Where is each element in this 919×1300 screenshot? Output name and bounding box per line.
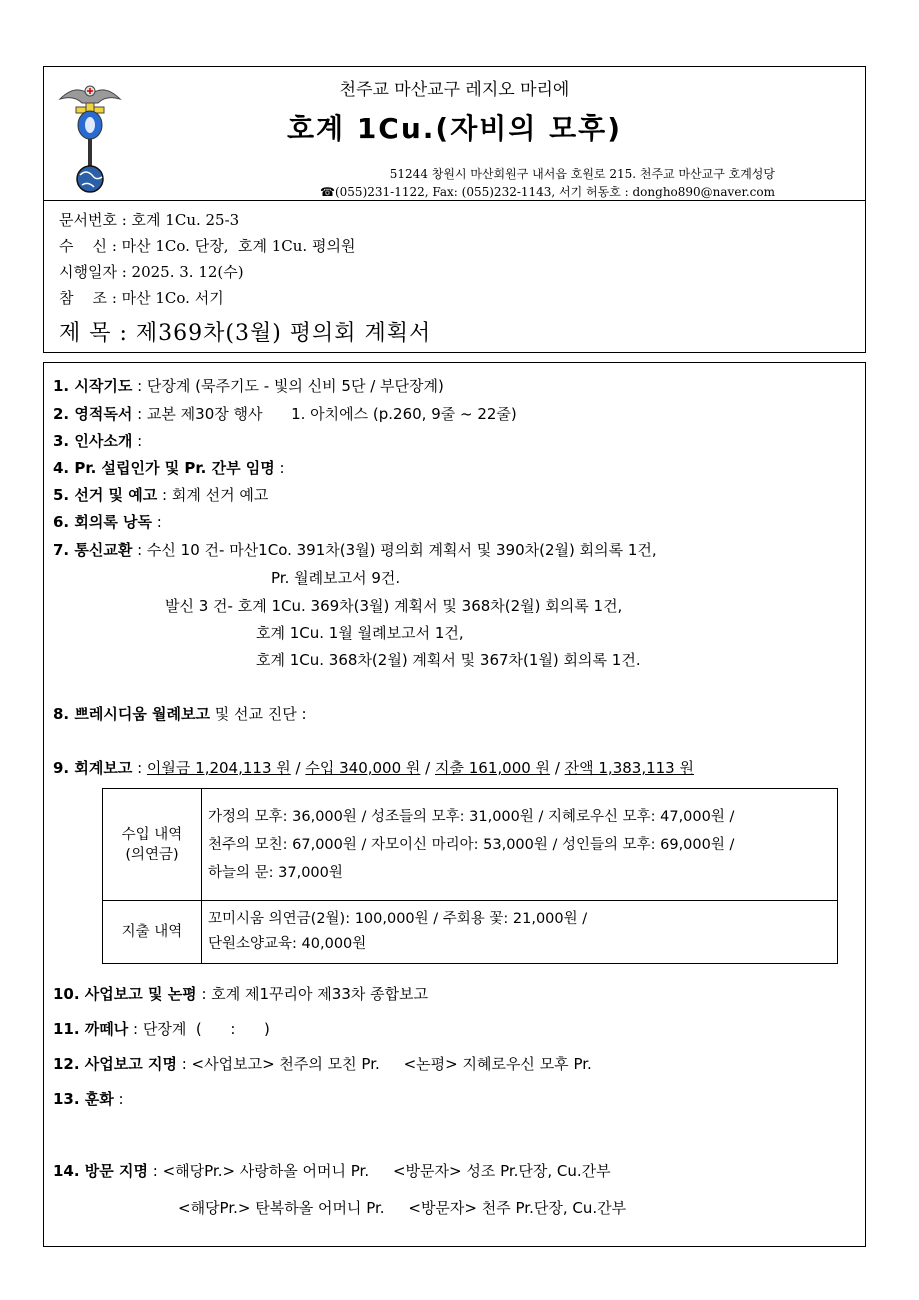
agenda-item-4: 4. Pr. 설립인가 및 Pr. 간부 임명 :: [53, 459, 285, 477]
agenda-item-7-line3: 발신 3 건- 호계 1Cu. 369차(3월) 계획서 및 368차(2월) 회의록 1건,: [165, 597, 623, 615]
subject: 제 목 : 제369차(3월) 평의회 계획서: [59, 321, 432, 346]
income-row: [103, 789, 838, 901]
page-title: 호계 1Cu.(자비의 모후): [286, 112, 623, 145]
expense-label: 지출 내역: [103, 901, 202, 964]
expense-amount: 지출 161,000 원: [435, 759, 551, 777]
carryover-amount: 이월금 1,204,113 원: [146, 759, 291, 777]
agenda-item-9: 9. 회계보고 : 이월금 1,204,113 원 / 수입 340,000 원 / 지출 161,000 원 / 잔액 1,383,113 원: [53, 759, 694, 777]
agenda-item-11: 11. 까떼나 : 단장계 ( : ): [53, 1020, 270, 1038]
agenda-item-10: 10. 사업보고 및 논평 : 호계 제1꾸리아 제33차 종합보고: [53, 985, 429, 1003]
agenda-item-5: 5. 선거 및 예고 : 회계 선거 예고: [53, 486, 269, 504]
expense-row: [103, 901, 838, 964]
income-label: 수입 내역 (의연금): [103, 789, 202, 901]
doc-number: 문서번호 : 호계 1Cu. 25-3: [59, 211, 240, 229]
organization-name: 천주교 마산교구 레지오 마리에: [339, 80, 570, 100]
balance-amount: 잔액 1,383,113 원: [564, 759, 694, 777]
agenda-item-7-line5: 호계 1Cu. 368차(2월) 계획서 및 367차(1월) 회의록 1건.: [256, 651, 641, 669]
agenda-item-1: 1. 시작기도 : 단장계 (묵주기도 - 빛의 신비 5단 / 부단장계): [53, 377, 444, 395]
agenda-item-6: 6. 회의록 낭독 :: [53, 513, 162, 531]
income-amount: 수입 340,000 원: [305, 759, 421, 777]
agenda-item-14: 14. 방문 지명 : <해당Pr.> 사랑하올 어머니 Pr. <방문자> 성조 Pr.단장, Cu.간부: [53, 1162, 611, 1180]
income-details: 가정의 모후: 36,000원 / 성조들의 모후: 31,000원 / 지혜로우신 모후: 47,000원 / 천주의 모친: 67,000원 / 자모이신 마리아: 53,000원 / 성인들의 모후: 69,000원 / 하늘의 문: 37,000원: [202, 789, 838, 901]
agenda-item-7-line4: 호계 1Cu. 1월 월례보고서 1건,: [256, 624, 464, 642]
letterhead: [43, 66, 866, 201]
agenda-item-7: 7. 통신교환 : 수신 10 건- 마산1Co. 391차(3월) 평의회 계획서 및 390차(2월) 회의록 1건,: [53, 541, 657, 559]
expense-details: 꼬미시움 의연금(2월): 100,000원 / 주회용 꽃: 21,000원 / 단원소양교육: 40,000원: [202, 901, 838, 964]
recipient: 수 신 : 마산 1Co. 단장, 호계 1Cu. 평의원: [59, 237, 356, 255]
contact-info: ☎(055)231-1122, Fax: (055)232-1143, 서기 허동호 : dongho890@naver.com: [320, 185, 775, 199]
finance-table: [102, 788, 838, 964]
agenda-item-2: 2. 영적독서 : 교본 제30장 행사 1. 아치에스 (p.260, 9줄 ~ 22줄): [53, 405, 517, 423]
agenda-item-13: 13. 훈화 :: [53, 1090, 124, 1108]
agenda-body: [43, 362, 866, 1247]
agenda-item-7-line2: Pr. 월례보고서 9건.: [271, 569, 401, 587]
issue-date: 시행일자 : 2025. 3. 12(수): [59, 263, 244, 281]
address: 51244 창원시 마산회원구 내서읍 호원로 215. 천주교 마산교구 호계성당: [389, 167, 775, 181]
reference: 참 조 : 마산 1Co. 서기: [59, 289, 224, 307]
agenda-item-12: 12. 사업보고 지명 : <사업보고> 천주의 모친 Pr. <논평> 지혜로우신 모후 Pr.: [53, 1055, 592, 1073]
agenda-item-8: 8. 쁘레시디움 월례보고 및 선교 진단 :: [53, 705, 307, 723]
document-meta: [43, 201, 866, 353]
agenda-item-3: 3. 인사소개 :: [53, 432, 143, 450]
agenda-item-14-line2: <해당Pr.> 탄복하올 어머니 Pr. <방문자> 천주 Pr.단장, Cu.간부: [178, 1199, 627, 1217]
